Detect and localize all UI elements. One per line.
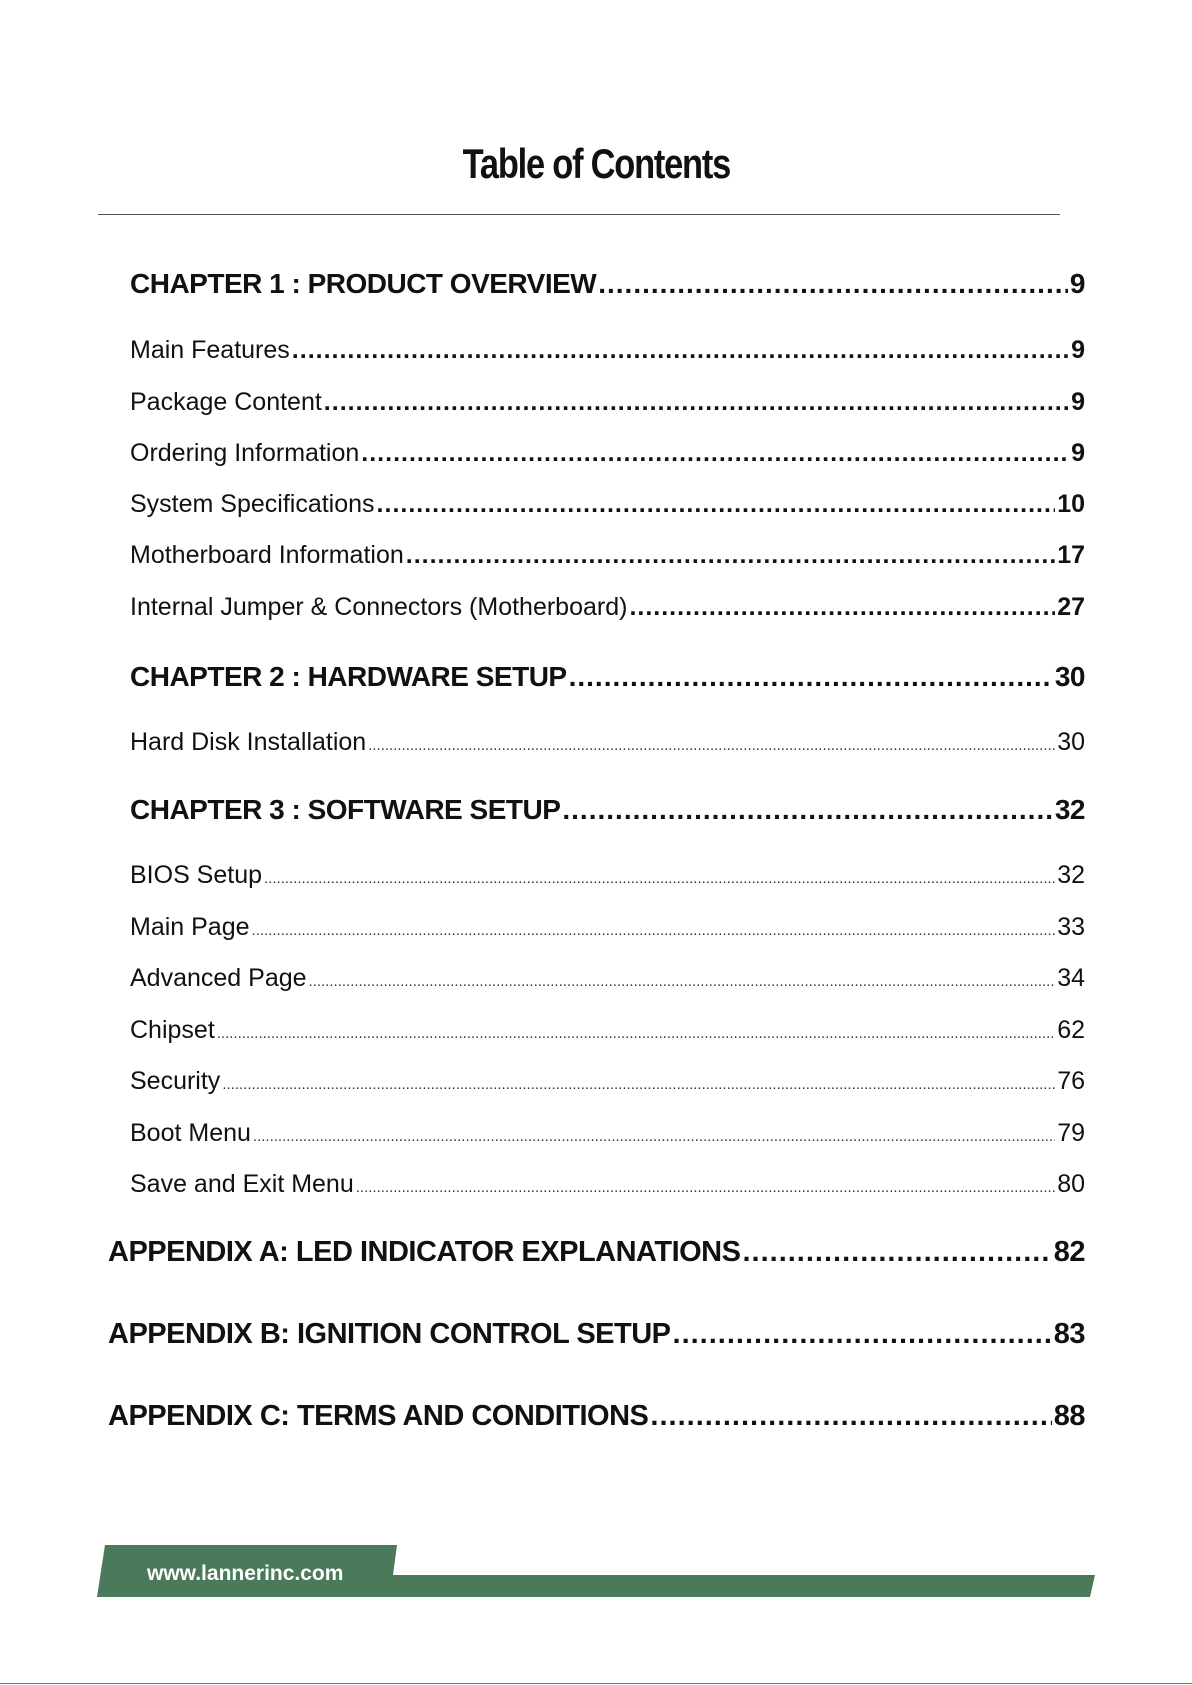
toc-entry-page: 82 bbox=[1053, 1236, 1085, 1268]
toc-entry-page: 62 bbox=[1057, 1016, 1085, 1044]
dot-leader bbox=[292, 336, 1069, 365]
toc-entry-label: BIOS Setup bbox=[130, 861, 263, 889]
dot-leader bbox=[598, 268, 1068, 300]
toc-chapter-1[interactable] bbox=[130, 268, 1085, 300]
toc-entry-label: Save and Exit Menu bbox=[130, 1170, 354, 1198]
dot-leader bbox=[252, 922, 1056, 939]
toc-entry-page: 9 bbox=[1071, 439, 1085, 467]
toc-section-boot-menu[interactable] bbox=[130, 1119, 1085, 1148]
toc-entry-label: Hard Disk Installation bbox=[130, 728, 367, 756]
toc-entry-label: Advanced Page bbox=[130, 964, 307, 992]
toc-entry-page: 10 bbox=[1057, 490, 1085, 518]
toc-appendix-c[interactable] bbox=[108, 1400, 1085, 1433]
toc-entry-page: 80 bbox=[1057, 1170, 1085, 1198]
dot-leader bbox=[650, 1400, 1051, 1433]
dot-leader bbox=[253, 1128, 1055, 1145]
toc-entry-label: Motherboard Information bbox=[130, 541, 404, 569]
toc-entry-label: System Specifications bbox=[130, 490, 375, 518]
toc-entry-page: 88 bbox=[1053, 1400, 1085, 1432]
toc-entry-page: 9 bbox=[1069, 268, 1085, 299]
toc-section-internal-jumper-connectors[interactable] bbox=[130, 593, 1085, 622]
toc-entry-label: Security bbox=[130, 1067, 221, 1095]
toc-appendix-a[interactable] bbox=[108, 1236, 1085, 1269]
dot-leader bbox=[368, 737, 1055, 754]
toc-entry-page: 9 bbox=[1071, 336, 1085, 364]
toc-entry-label: Internal Jumper & Connectors (Motherboard) bbox=[130, 593, 628, 621]
page-bottom-edge bbox=[0, 1683, 1192, 1684]
toc-chapter-3[interactable] bbox=[130, 794, 1085, 826]
dot-leader bbox=[673, 1318, 1052, 1351]
dot-leader bbox=[406, 541, 1055, 570]
toc-section-main-features[interactable] bbox=[130, 336, 1085, 365]
toc-entry-page: 32 bbox=[1057, 861, 1085, 889]
toc-section-advanced-page[interactable] bbox=[130, 964, 1085, 993]
toc-section-package-content[interactable] bbox=[130, 388, 1085, 417]
footer-banner bbox=[97, 1545, 1097, 1597]
toc-entry-page: 34 bbox=[1057, 964, 1085, 992]
toc-section-system-specifications[interactable] bbox=[130, 490, 1085, 519]
toc-section-main-page[interactable] bbox=[130, 913, 1085, 942]
toc-chapter-2[interactable] bbox=[130, 661, 1085, 693]
toc-entry-page: 17 bbox=[1057, 541, 1085, 569]
toc-section-chipset[interactable] bbox=[130, 1016, 1085, 1045]
toc-entry-page: 27 bbox=[1057, 593, 1085, 621]
dot-leader bbox=[309, 973, 1056, 990]
toc-entry-label: APPENDIX B: IGNITION CONTROL SETUP bbox=[108, 1318, 671, 1350]
toc-entry-label: CHAPTER 3 : SOFTWARE SETUP bbox=[130, 794, 561, 825]
dot-leader bbox=[569, 661, 1053, 693]
toc-entry-label: CHAPTER 2 : HARDWARE SETUP bbox=[130, 661, 567, 692]
toc-section-security[interactable] bbox=[130, 1067, 1085, 1096]
toc-entry-label: Ordering Information bbox=[130, 439, 360, 467]
toc-entry-label: Main Features bbox=[130, 336, 290, 364]
dot-leader bbox=[562, 794, 1052, 826]
toc-entry-page: 83 bbox=[1053, 1318, 1085, 1350]
toc-entry-label: Chipset bbox=[130, 1016, 215, 1044]
page-title: Table of Contents bbox=[462, 140, 731, 187]
toc-section-hard-disk-installation[interactable] bbox=[130, 728, 1085, 757]
toc-entry-page: 76 bbox=[1057, 1067, 1085, 1095]
toc-appendix-b[interactable] bbox=[108, 1318, 1085, 1351]
toc-section-ordering-information[interactable] bbox=[130, 439, 1085, 468]
toc-entry-label: APPENDIX A: LED INDICATOR EXPLANATIONS bbox=[108, 1236, 741, 1268]
toc-entry-label: Main Page bbox=[130, 913, 250, 941]
toc-section-motherboard-information[interactable] bbox=[130, 541, 1085, 570]
footer-url-link[interactable]: www.lannerinc.com bbox=[147, 1562, 344, 1585]
toc-entry-label: CHAPTER 1 : PRODUCT OVERVIEW bbox=[130, 268, 597, 299]
title-divider bbox=[98, 214, 1060, 215]
dot-leader bbox=[356, 1179, 1055, 1196]
toc-entry-page: 30 bbox=[1057, 728, 1085, 756]
toc-entry-label: Boot Menu bbox=[130, 1119, 251, 1147]
toc-entry-page: 79 bbox=[1057, 1119, 1085, 1147]
dot-leader bbox=[217, 1025, 1055, 1042]
toc-entry-page: 9 bbox=[1071, 388, 1085, 416]
dot-leader bbox=[377, 490, 1056, 519]
toc-entry-label: Package Content bbox=[130, 388, 322, 416]
dot-leader bbox=[361, 439, 1069, 468]
toc-section-save-and-exit-menu[interactable] bbox=[130, 1170, 1085, 1199]
dot-leader bbox=[742, 1236, 1051, 1269]
toc-section-bios-setup[interactable] bbox=[130, 861, 1085, 890]
toc-entry-page: 30 bbox=[1054, 661, 1085, 692]
dot-leader bbox=[629, 593, 1055, 622]
dot-leader bbox=[264, 870, 1055, 887]
toc-entry-label: APPENDIX C: TERMS AND CONDITIONS bbox=[108, 1400, 649, 1432]
dot-leader bbox=[222, 1076, 1055, 1093]
toc-entry-page: 32 bbox=[1054, 794, 1085, 825]
dot-leader bbox=[324, 388, 1069, 417]
toc-entry-page: 33 bbox=[1057, 913, 1085, 941]
